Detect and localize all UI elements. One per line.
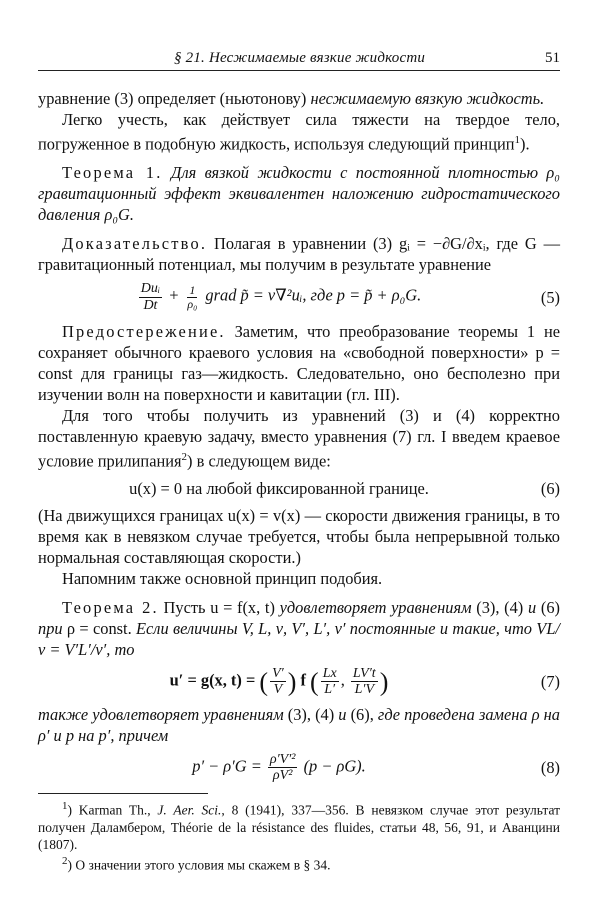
eq8-rhs: (p − ρG). <box>303 756 366 776</box>
paragraph-moving: (На движущихся границах u(x) = v(x) — скорости движения границы, в то время как в невязком случае требуется, чтобы была непрерывной только нормальная составляющая скорости.) <box>38 505 560 567</box>
warning-label: Предостережение. <box>62 322 226 342</box>
footnote-1 <box>38 798 560 853</box>
paragraph-gravity <box>38 109 560 154</box>
equation-8-number: (8) <box>540 757 560 777</box>
equation-5 <box>38 281 560 313</box>
theorem-1-body: Для вязкой жидкости с постоянной плотностью ρ₀ гравитационный эффект эквивалентен наложению гидростатического давления ρ₀G. <box>38 163 561 225</box>
page-number: 51 <box>545 50 560 66</box>
th2-d: и <box>527 597 537 617</box>
equation-8-body <box>38 752 520 784</box>
intro-emphasis: несжимаемую вязкую жидкость. <box>310 89 545 108</box>
paragraph-intro <box>38 88 560 109</box>
theorem-1-label: Теорема 1. <box>62 163 163 183</box>
equation-6-body: u(x) = 0 на любой фиксированной границе. <box>129 478 429 498</box>
page-body <box>38 88 560 873</box>
also-a: также удовлетворяет уравнениям <box>38 704 284 724</box>
eq7-frac-1-den: V <box>273 682 283 698</box>
eq7-paren-close-2: ) <box>379 667 389 697</box>
th2-e: (6) <box>536 597 560 617</box>
warning <box>38 321 560 405</box>
boundary-text: Для того чтобы получить из уравнений (3) и (4) корректно поставленную краевую задачу, вместо уравнения (7) гл. I введем краевое условие прилипания <box>38 406 560 471</box>
equation-8 <box>38 752 560 784</box>
footnote-2 <box>38 853 560 874</box>
eq7-paren-open: ( <box>259 667 269 697</box>
eq8-lhs: p′ − ρ′G = <box>192 756 266 776</box>
proof-body: Полагая в уравнении (3) gᵢ = −∂G/∂xᵢ, где G — гравитационный потенциал, мы получим в результате уравнение <box>38 234 560 275</box>
th2-g: ρ = const. <box>62 618 137 638</box>
th2-f: при <box>38 618 63 638</box>
eq5-frac-2-num: 1 <box>189 282 196 297</box>
th2-b: удовлетворяет уравнениям <box>279 597 472 617</box>
header-rule <box>38 70 560 71</box>
footnote-ref-1: 1 <box>514 134 521 146</box>
footnote-1-mark: 1 <box>62 800 68 813</box>
equation-6-number: (6) <box>540 478 560 498</box>
paragraph-similarity: Напомним также основной принцип подобия. <box>62 568 383 588</box>
running-header <box>38 44 560 68</box>
eq7-lhs: u′ = g(x, t) = <box>169 670 260 690</box>
eq5-frac-1-den: Dt <box>143 297 158 313</box>
section-title: § 21. Несжимаемые вязкие жидкости <box>174 50 426 66</box>
proof-label: Доказательство. <box>62 234 208 254</box>
eq7-frac-3 <box>351 666 378 698</box>
equation-7 <box>38 666 560 698</box>
equation-7-body: u′ = g(x, t) = ( $\frac{V'}{V}$ ) f ( $\frac{Lx}{L'}$ , $\frac{LV't}{L'V}$ ) <box>169 665 389 698</box>
also-e: где проведена замена ρ на ρ′ и p на p′, причем <box>38 704 560 745</box>
equation-6 <box>38 478 560 499</box>
gravity-end: ). <box>520 134 530 154</box>
eq5-frac-2 <box>185 284 199 311</box>
theorem-1 <box>38 162 560 225</box>
also-d: (6), <box>346 704 378 724</box>
equation-7-number: (7) <box>540 672 560 692</box>
eq7-frac-3-num: LV′t <box>352 665 376 681</box>
warning-body: Заметим, что преобразование теоремы 1 не сохраняет обычного краевого условия на «свободной поверхности» p = const для границы газ—жидкость. Следовательно, оно бесполезно при изучении волн на поверхности и кавитации (гл. III). <box>38 322 560 405</box>
eq7-frac-2-den: L′ <box>324 682 336 698</box>
eq5-frac-1-num: Duᵢ <box>140 281 161 297</box>
proof <box>38 233 560 275</box>
footnote-rule <box>38 793 208 794</box>
footnote-1-author: ) Karman Th., <box>67 802 158 818</box>
eq8-frac <box>268 752 298 784</box>
eq7-frac-2 <box>321 666 339 698</box>
eq5-rest: grad p̃ = ν∇²uᵢ, где p = p̃ + ρ₀G. <box>205 286 422 306</box>
also-c: и <box>338 704 347 724</box>
equation-5-body: $\frac{\text{Duᵢ}}{Dt}$ + $\frac{1}{\text{ρ₀}}$ grad p̃ = ν∇²uᵢ, где p = p̃ + ρ₀G. <box>140 281 422 313</box>
also-b: (3), (4) <box>283 704 339 724</box>
eq7-frac-1-num: V′ <box>272 665 284 681</box>
theorem-2-label: Теорема 2. <box>62 597 159 617</box>
footnote-2-mark: 2 <box>62 854 68 867</box>
eq7-f: f <box>300 670 311 690</box>
th2-a: Пусть u = f(x, t) <box>158 597 280 617</box>
th2-c: (3), (4) <box>471 597 528 617</box>
eq5-frac-1 <box>139 281 162 313</box>
eq7-frac-1 <box>270 666 286 698</box>
boundary-end: ) в следующем виде: <box>187 451 331 471</box>
eq7-frac-2-num: Lx <box>322 665 337 681</box>
theorem-2 <box>38 597 560 660</box>
eq7-paren-close: ) <box>287 667 297 697</box>
eq8-frac-num: ρ′V′² <box>269 751 296 767</box>
eq5-frac-2-den: ρ₀ <box>187 296 198 311</box>
footnote-1-text: , 8 (1941), 337—356. В невязком случае этот результат получен Даламбером, Théorie de la résistance des fluides, статьи 48, 56, 91, и Аванцини (1807). <box>38 802 560 852</box>
footnote-ref-2: 2 <box>181 451 188 464</box>
th2-h: Если величины V, L, ν, V′, L′, ν′ постоянные и такие, что VL/ν = V′L′/ν′, то <box>38 618 560 659</box>
footnote-1-journal: J. Aer. Sci. <box>157 802 222 818</box>
intro-text: уравнение (3) определяет (ньютонову) <box>38 89 311 108</box>
footnote-2-text: ) О значении этого условия мы скажем в § 34. <box>67 857 331 873</box>
paragraph-boundary <box>38 405 560 471</box>
eq7-paren-open-2: ( <box>310 667 319 697</box>
paragraph-also <box>38 704 560 746</box>
gravity-text: Легко учесть, как действует сила тяжести на твердое тело, погруженное в подобную жидкость, используя следующий принцип <box>38 110 560 154</box>
eq7-frac-3-den: L′V <box>354 682 374 698</box>
equation-5-number: (5) <box>540 287 560 307</box>
eq8-frac-den: ρV² <box>272 767 293 783</box>
